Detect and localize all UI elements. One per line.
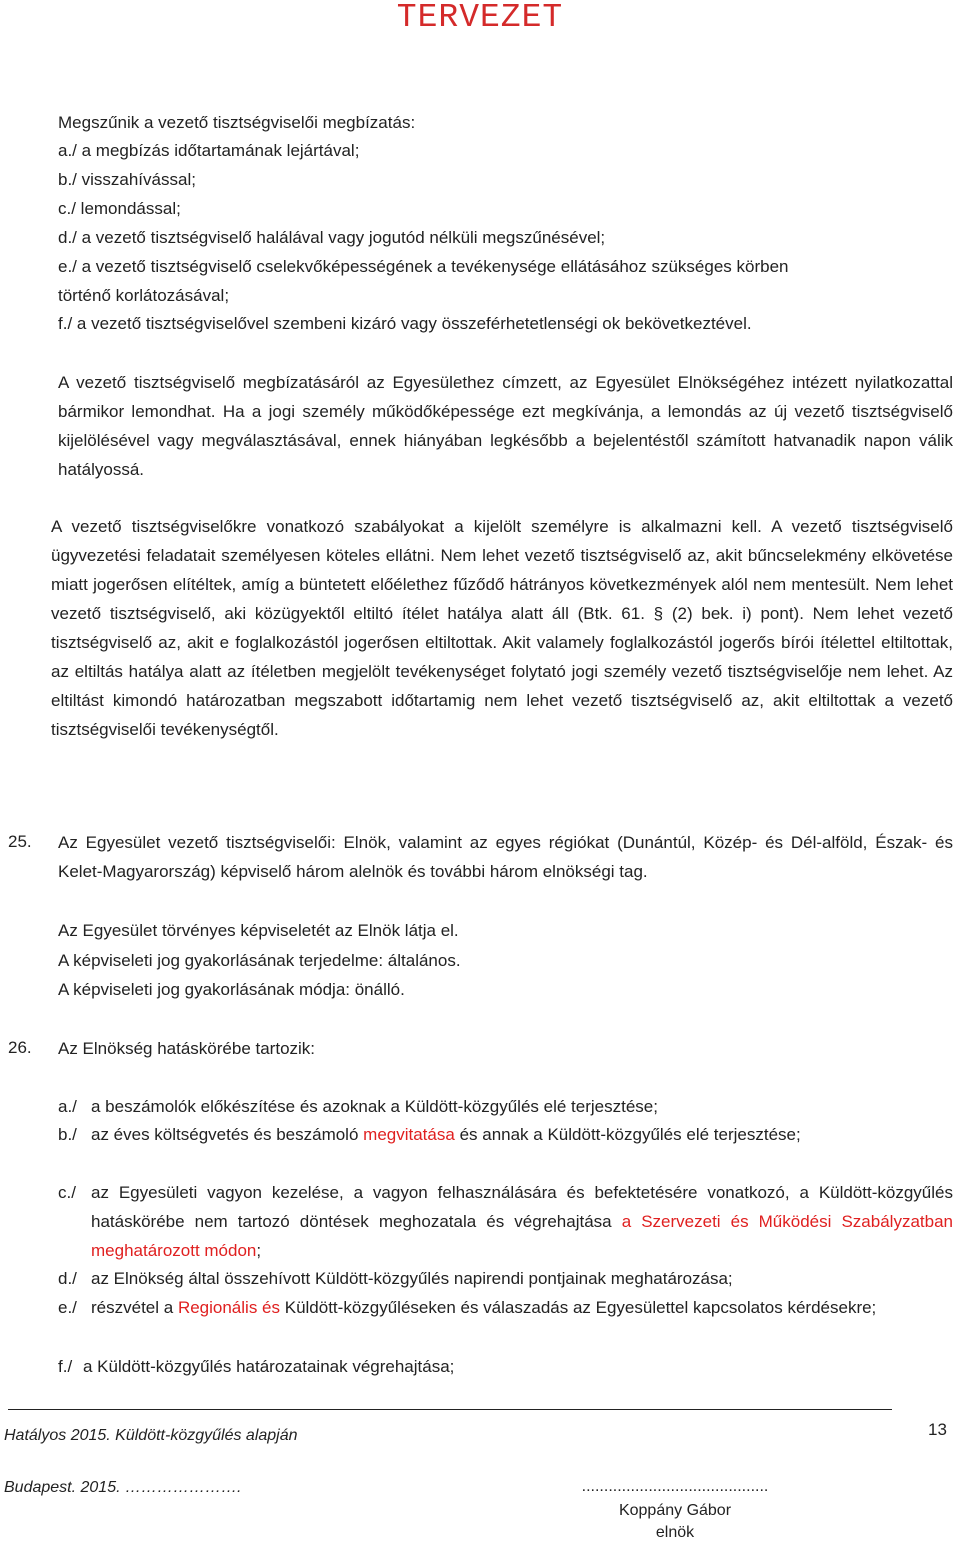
section-25-text (58, 828, 953, 886)
item-label: a./ (58, 1097, 77, 1116)
page-number: 13 (928, 1420, 947, 1439)
item-text (91, 1178, 953, 1265)
item-text (91, 1120, 953, 1149)
representation-line: A képviseleti jog gyakorlásának módja: önálló. (58, 980, 405, 999)
representation-line: A képviseleti jog gyakorlásának terjedelme: általános. (58, 951, 461, 970)
section-number: 25. (8, 832, 32, 851)
footer-note: Hatályos 2015. Küldött-közgyűlés alapján (4, 1427, 298, 1444)
signature-place-date: Budapest. 2015. …………………. (4, 1479, 242, 1496)
section-26-heading: Az Elnökség hatáskörébe tartozik: (58, 1039, 316, 1058)
highlighted-text: megvitatása (363, 1125, 455, 1144)
item-text: a beszámolók előkészítése és azoknak a Küldött-közgyűlés elé terjesztése; (91, 1097, 658, 1116)
item-text-part: az Egyesületi vagyon kezelése, a vagyon felhasználására és befektetésére vonatkozó, a Küldött-közgyűlés hatáskörébe nem tartozó döntések meghozatala és végrehajtása (91, 1183, 953, 1231)
item-label: d./ (58, 1269, 77, 1288)
list-item: b./ visszahívással; (58, 170, 196, 189)
draft-header: TERVEZET (396, 0, 564, 36)
termination-heading: Megszűnik a vezető tisztségviselői megbízatás: (58, 113, 416, 132)
list-item: c./ lemondással; (58, 199, 181, 218)
highlighted-text: a Szervezeti és Működési Szabályzatban meghatározott módon (91, 1212, 953, 1260)
item-label: c./ (58, 1183, 76, 1202)
resignation-paragraph: A vezető tisztségviselő megbízatásáról az Egyesülethez címzett, az Egyesület Elnökségéhez intézett nyilatkozattal bármikor lemondhat. Ha a jogi személy működőképessége ezt megkívánja, a lemondás az új vezető tisztségviselő kijelölésével vagy megválasztásával, ennek hiányában legkésőbb a bejelentéstől számított hatvanadik napon válik hatályossá. (58, 373, 953, 479)
item-label: f./ (58, 1357, 73, 1376)
signatory-role: elnök (655, 1524, 695, 1541)
list-item: a./ a megbízás időtartamának lejártával; (58, 141, 360, 160)
item-text (91, 1293, 953, 1322)
item-label: b./ (58, 1125, 77, 1144)
signatory-name: Koppány Gábor (618, 1502, 732, 1519)
highlighted-text: Regionális és (177, 1298, 280, 1317)
item-text: a Küldött-közgyűlés határozatainak végrehajtása; (83, 1357, 455, 1376)
representation-line: Az Egyesület törvényes képviseletét az Elnök látja el. (58, 921, 459, 940)
item-text: az Elnökség által összehívott Küldött-közgyűlés napirendi pontjainak meghatározása; (91, 1269, 733, 1288)
footer-divider (8, 1409, 892, 1410)
item-text-part: és annak a Küldött-közgyűlés elé terjesztése; (459, 1125, 801, 1144)
section-25-body: Az Egyesület vezető tisztségviselői: Elnök, valamint az egyes régiókat (Dunántúl, Közép- és Dél-alföld, Észak- és Kelet-Magyarország) képviselő három alelnök és további három elnökségi tag. (58, 833, 953, 881)
list-item: d./ a vezető tisztségviselő halálával vagy jogutód nélküli megszűnésével; (58, 228, 606, 247)
item-text-part: ; (256, 1241, 262, 1260)
list-item: e./ a vezető tisztségviselő cselekvőképességének a tevékenysége ellátásához szükséges körben (58, 257, 789, 276)
item-text-part: az éves költségvetés és beszámoló (91, 1125, 359, 1144)
list-item: történő korlátozásával; (58, 286, 230, 305)
section-number: 26. (8, 1038, 32, 1057)
item-label: e./ (58, 1298, 77, 1317)
eligibility-paragraph: A vezető tisztségviselőkre vonatkozó szabályokat a kijelölt személyre is alkalmazni kell. A vezető tisztségviselő ügyvezetési feladatait személyesen köteles ellátni. Nem lehet vezető tisztségviselő az, akit bűncselekmény elkövetése miatt jogerősen elítéltek, amíg a büntetett előélethez fűződő hátrányos következmények alól nem mentesült. Nem lehet vezető tisztségviselő, aki közügyektől eltiltó ítélet hatálya alatt áll (Btk. 61. § (2) bek. i) pont). Nem lehet vezető tisztségviselő az, akit e foglalkozástól jogerősen eltiltottak. Akit valamely foglalkozástól jogerős bírói ítélettel eltiltottak, az eltiltás hatálya alatt az ítéletben megjelölt tevékenységet folytató jogi személy vezető tisztségviselője nem lehet. Az eltiltást kimondó határozatban megszabott időtartamig nem lehet vezető tisztségviselő az, akit eltiltottak a vezető tisztségviselői tevékenységtől. (51, 517, 953, 739)
signature-line: .......................................... (581, 1478, 769, 1495)
list-item: f./ a vezető tisztségviselővel szembeni kizáró vagy összeférhetetlenségi ok bekövetkeztével. (58, 314, 752, 333)
item-text-part: részvétel a (91, 1298, 174, 1317)
item-text-part: Küldött-közgyűléseken és válaszadás az Egyesülettel kapcsolatos kérdésekre; (284, 1298, 877, 1317)
